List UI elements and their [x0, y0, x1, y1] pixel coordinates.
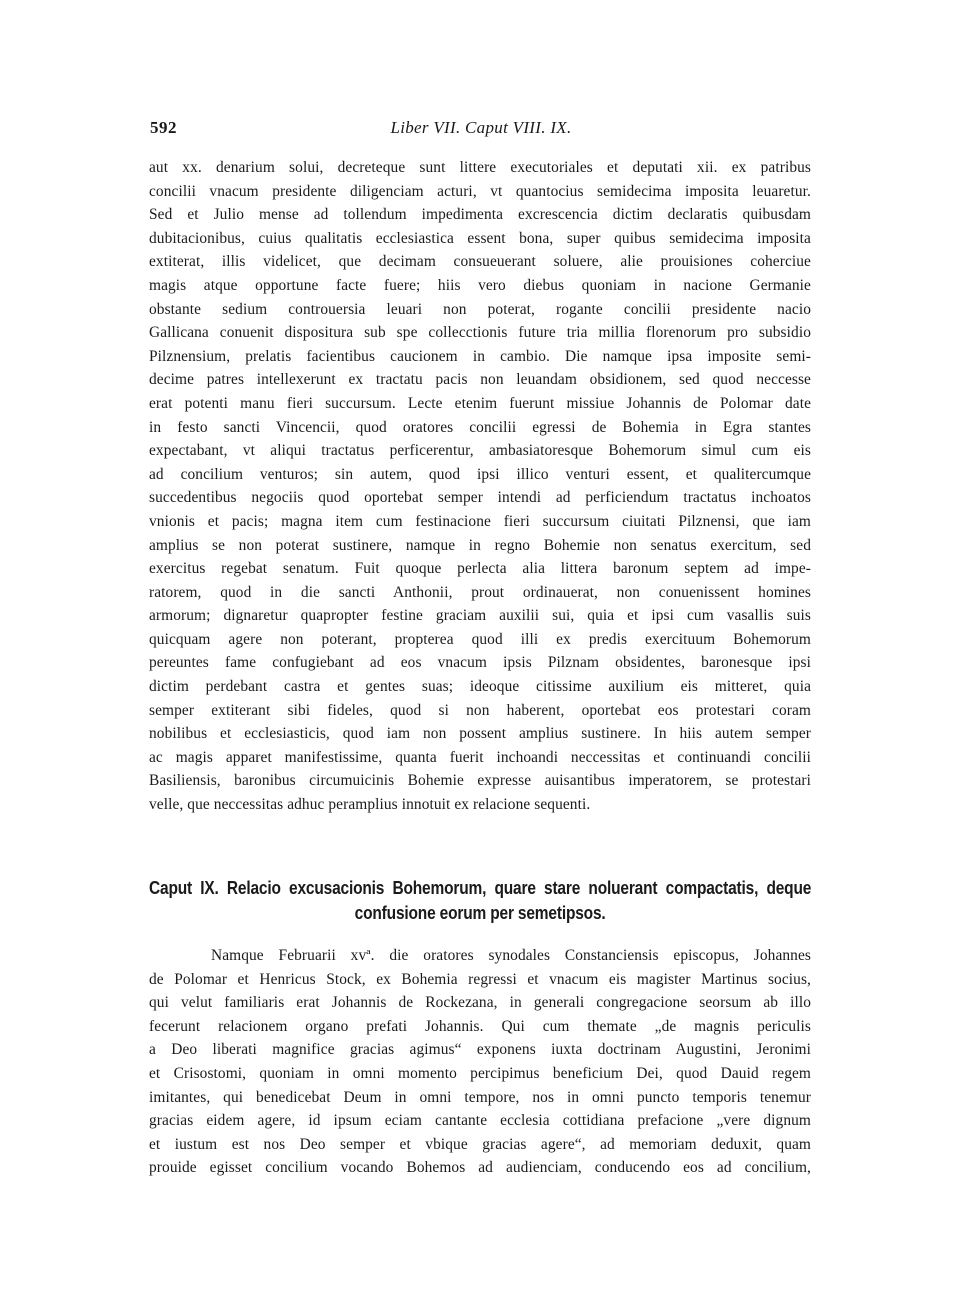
text-line: fecerunt relacionem organo prefati Johannis. Qui cum themate „de magnis periculis: [149, 1017, 811, 1035]
text-line: succedentibus negociis quod oportebat semper intendi ad perficiendum tractatus inchoatos: [149, 489, 811, 507]
text-line: magis atque opportune facte fuere; hiis vero diebus quoniam in nacione Germanie: [149, 276, 811, 294]
text-line: concilii vnacum presidente diligenciam acturi, vt quantocius semidecima imposita leuaretur.: [149, 182, 811, 200]
text-line: Basiliensis, baronibus circumuicinis Bohemie expresse auisantibus imperatorem, se protestari: [149, 772, 811, 790]
text-line: pereuntes fame confugiebant ad eos vnacum ipsis Pilznam obsidentes, baronesque ipsi: [149, 654, 811, 672]
text-line: dubitacionibus, cuius qualitatis ecclesiastica essent bona, super quibus semidecima imposita: [149, 229, 811, 247]
text-line: amplius se non poterat sustinere, namque in regno Bohemie non senatus exercitum, sed: [149, 536, 811, 554]
running-head: [150, 118, 812, 142]
text-line: extiterat, illis videlicet, que decimam consueuerant soluere, alie prouisiones coherciue: [149, 253, 811, 271]
text-line: in festo sancti Vincencii, quod oratores concilii egressi de Bohemia in Egra stantes: [149, 418, 811, 436]
chapter-ix-body: [149, 944, 811, 1180]
text-line: nobilibus et ecclesiasticis, quod iam non possent amplius sustinere. In hiis autem semper: [149, 725, 811, 743]
chapter-heading: [149, 876, 811, 926]
text-line: Gallicana conuenit dispositura sub spe collecctionis future tria millia florenorum pro subsidio: [149, 324, 811, 342]
text-line: ratorem, quod in die sancti Anthonii, prout ordinauerat, non conuenissent homines: [149, 583, 811, 601]
text-line: a Deo liberati magnifice gracias agimus“ exponens iuxta doctrinam Augustini, Jeronimi: [149, 1041, 811, 1059]
text-line: prouide egisset concilium vocando Bohemos ad audienciam, conducendo eos ad concilium,: [149, 1159, 811, 1177]
text-line: armorum; dignaretur quapropter festine graciam auxilii sui, quia et ipsi cum vasallis suis: [149, 607, 811, 625]
text-line: semper extiterant sibi fideles, quod si non haberent, oportebat eos protestari coram: [149, 701, 811, 719]
text-line: ac magis apparet manifestissime, quanta fuerit inchoandi neccessitas et continuandi concilii: [149, 748, 811, 766]
text-line: imitantes, qui benedicebat Deum in omni tempore, nos in omni puncto temporis tenemur: [149, 1088, 811, 1106]
text-line: et Crisostomi, quoniam in omni momento percipimus beneficium Dei, quod Dauid regem: [149, 1064, 811, 1082]
text-line: ad concilium venturos; sin autem, quod ipsi illico venturi essent, et qualitercumque: [149, 465, 811, 483]
text-line: expectabant, vt aliqui tractatus perficerentur, ambasiatoresque Bohemorum simul cum eis: [149, 442, 811, 460]
text-line: et iustum est nos Deo semper et vbique gracias agere“, ad memoriam deduxit, quam: [149, 1135, 811, 1153]
text-line: Pilznensium, prelatis facientibus caucionem in cambio. Die namque ipsa imposite semi-: [149, 347, 811, 365]
text-line: Sed et Julio mense ad tollendum impedimenta excrescencia dictim declaratis quibusdam: [149, 206, 811, 224]
text-line: exercitus regebat senatum. Fuit quoque perlecta alia littera baronum septem ad impe-: [149, 560, 811, 578]
text-line: erat potenti manu fieri succursum. Lecte etenim fuerunt missiue Johannis de Polomar date: [149, 394, 811, 412]
text-line: velle, que neccessitas adhuc peramplius innotuit ex relacione sequenti.: [149, 796, 591, 814]
page-number: 592: [150, 118, 177, 137]
text-line: aut xx. denarium solui, decreteque sunt littere executoriales et deputati xii. ex patribus: [149, 159, 811, 176]
text-line: vnionis et pacis; magna item cum festinacione fieri succursum ciuitati Pilznensi, que iam: [149, 512, 811, 530]
text-line: obstante sedium controuersia leuari non poterat, rogante concilii presidente nacio: [149, 300, 811, 318]
chapter-heading-line: confusione eorum per semetipsos.: [354, 903, 606, 923]
chapter-viii-body: [149, 156, 811, 817]
text-line: dictim perdebant castra et gentes suas; ideoque citissime auxilium eis mitteret, quia: [149, 678, 811, 696]
chapter-heading-line: Caput IX. Relacio excusacionis Bohemorum, quare stare noluerant compactatis, deque: [149, 878, 812, 898]
text-line: qui velut familiaris erat Johannis de Rockezana, in generali congregacione seorsum ab illo: [149, 994, 811, 1012]
running-title: Liber VII. Caput VIII. IX.: [390, 118, 572, 137]
text-line: quicquam agere non poterant, propterea quod illi ex predis exercituum Bohemorum: [149, 630, 811, 648]
text-line: decime patres intellexerunt ex tractatu pacis non leuandam obsidionem, sed quod neccesse: [149, 371, 811, 389]
text-line: Namque Februarii xvª. die oratores synodales Constanciensis episcopus, Johannes: [211, 947, 811, 964]
text-line: gracias eidem agere, id ipsum eciam cantante ecclesia cottidiana prefacione „vere dignum: [149, 1112, 811, 1130]
text-line: de Polomar et Henricus Stock, ex Bohemia regressi et vnacum eis magister Martinus socius,: [149, 970, 811, 988]
